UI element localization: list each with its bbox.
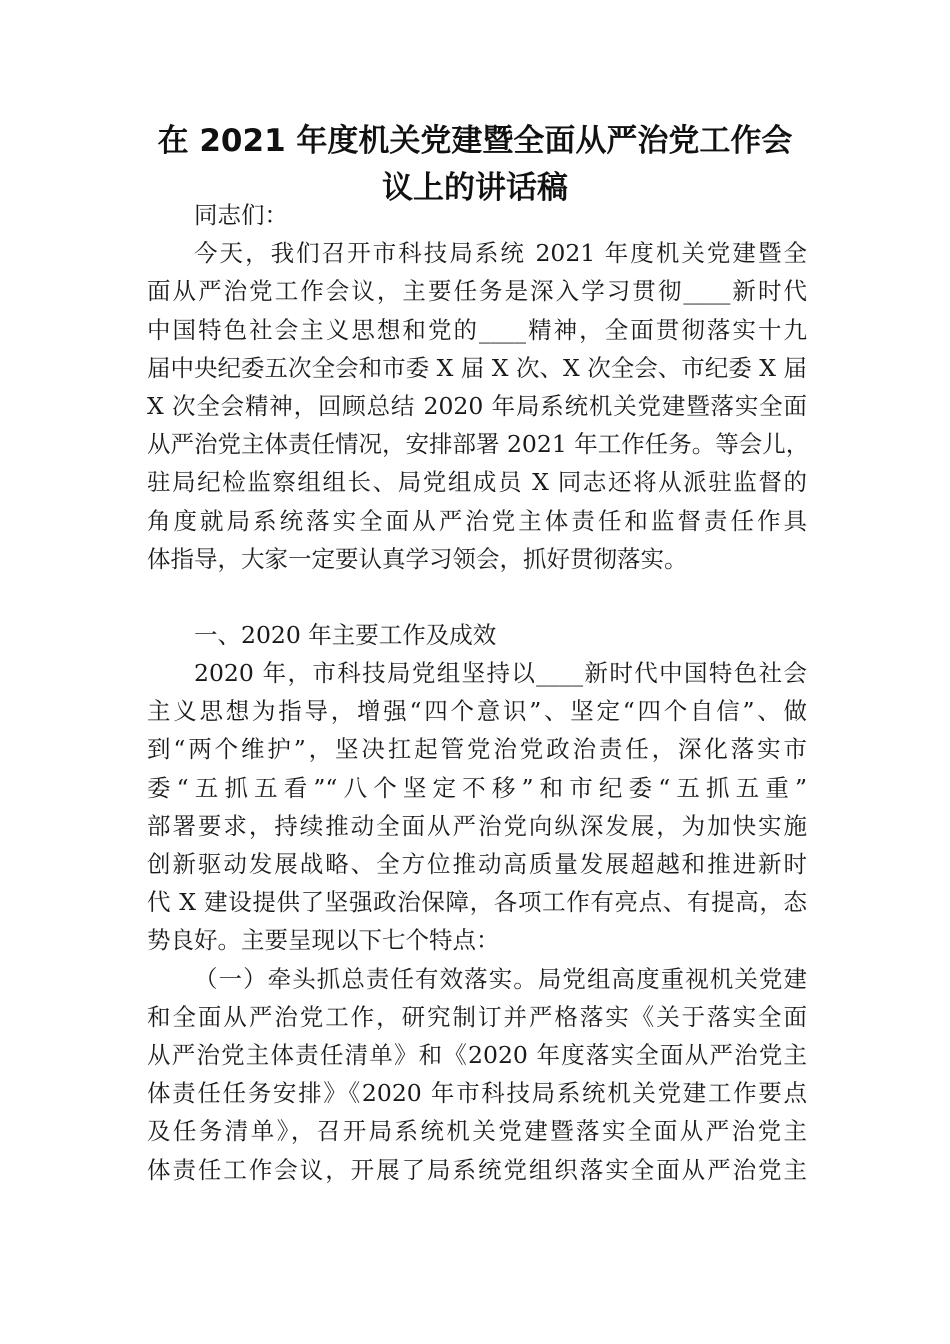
paragraph-line: X 次全会精神，回顾总结 2020 年局系统机关党建暨落实全面 xyxy=(147,391,807,420)
paragraph-line: 驻局纪检监察组组长、局党组成员 X 同志还将从派驻监督的 xyxy=(147,468,807,497)
paragraph-line: 届中央纪委五次全会和市委 X 届 X 次、X 次全会、市纪委 X 届 xyxy=(147,353,807,382)
paragraph-line: 部署要求，持续推动全面从严治党向纵深发展，为加快实施 xyxy=(147,811,807,840)
paragraph-line: 从严治党主体责任情况，安排部署 2021 年工作任务。等会儿， xyxy=(147,430,810,459)
paragraph-line: 主义思想为指导，增强“四个意识”、坚定“四个自信”、做 xyxy=(147,697,807,726)
salutation: 同志们： xyxy=(194,201,288,229)
paragraph-line: 今天，我们召开市科技局系统 2021 年度机关党建暨全 xyxy=(194,239,807,268)
section-heading: 一、2020 年主要工作及成效 xyxy=(194,620,497,649)
document-title-line-2: 议上的讲话稿 xyxy=(382,170,568,206)
paragraph-line: 从严治党主体责任清单》和《2020 年度落实全面从严治党主 xyxy=(147,1040,807,1069)
paragraph-gap xyxy=(147,578,807,616)
document-body xyxy=(147,196,810,1189)
paragraph-line: 体责任工作会议，开展了局系统党组织落实全面从严治党主 xyxy=(147,1155,807,1184)
paragraph-line: （一）牵头抓总责任有效落实。局党组高度重视机关党建 xyxy=(194,964,807,993)
paragraph-line: 面从严治党工作会议，主要任务是深入学习贯彻____新时代 xyxy=(147,277,807,306)
paragraph-line: 角度就局系统落实全面从严治党主体责任和监督责任作具 xyxy=(147,506,807,535)
paragraph-line: 及任务清单》，召开局系统机关党建暨落实全面从严治党主 xyxy=(147,1117,807,1146)
paragraph-line: 体责任任务安排》《2020 年市科技局系统机关党建工作要点 xyxy=(147,1079,807,1108)
paragraph-line: 2020 年，市科技局党组坚持以____新时代中国特色社会 xyxy=(194,659,807,688)
paragraph-line: 委“五抓五看”“八个坚定不移”和市纪委“五抓五重” xyxy=(147,773,807,802)
paragraph-line: 代 X 建设提供了坚强政治保障，各项工作有亮点、有提高，态 xyxy=(147,888,807,917)
paragraph-line: 到“两个维护”，坚决扛起管党治党政治责任，深化落实市 xyxy=(147,735,807,764)
paragraph-line: 势良好。主要呈现以下七个特点： xyxy=(147,926,500,955)
paragraph-line: 体指导，大家一定要认真学习领会，抓好贯彻落实。 xyxy=(147,544,688,573)
paragraph-line: 和全面从严治党工作，研究制订并严格落实《关于落实全面 xyxy=(147,1002,807,1031)
paragraph-line: 中国特色社会主义思想和党的____精神，全面贯彻落实十九 xyxy=(147,315,807,344)
document-title-line-1: 在 2021 年度机关党建暨全面从严治党工作会 xyxy=(157,123,793,159)
paragraph-line: 创新驱动发展战略、全方位推动高质量发展超越和推进新时 xyxy=(147,850,807,878)
